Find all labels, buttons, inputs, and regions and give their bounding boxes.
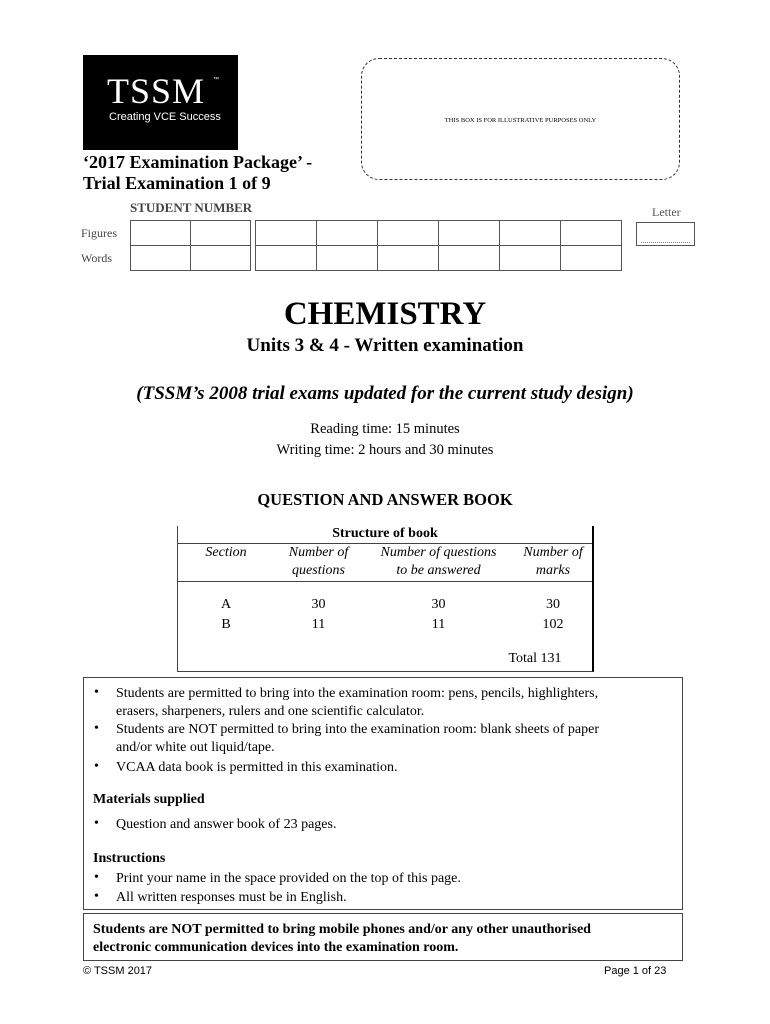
materials-item: Question and answer book of 23 pages. [116, 817, 337, 832]
header-to-answer: Number of questions to be answered [380, 545, 497, 578]
logo-tagline: Creating VCE Success [109, 111, 221, 123]
footer-page-number: Page 1 of 23 [604, 965, 667, 977]
figures-label: Figures [81, 226, 117, 240]
figure-cell[interactable] [256, 221, 317, 246]
bullet-dot: • [94, 889, 99, 904]
warning-box [83, 913, 683, 961]
bullet-dot: • [94, 870, 99, 885]
exam-subtitle: Units 3 & 4 - Written examination [246, 335, 524, 356]
bullet-dot: • [94, 685, 99, 700]
words-label: Words [81, 251, 113, 265]
book-heading: QUESTION AND ANSWER BOOK [257, 490, 513, 509]
writing-time: Writing time: 2 hours and 30 minutes [276, 442, 494, 458]
package-line-1: ‘2017 Examination Package’ - [83, 152, 313, 172]
row-a-questions: 30 [311, 597, 326, 612]
row-a-answered: 30 [431, 597, 446, 612]
header-section: Section [205, 545, 247, 560]
student-number-grid-left [130, 220, 251, 271]
figure-cell[interactable] [500, 221, 561, 246]
footer-copyright: © TSSM 2017 [83, 965, 153, 977]
subject-title: CHEMISTRY [283, 296, 487, 332]
instructions-heading: Instructions [93, 851, 166, 866]
word-cell[interactable] [439, 246, 500, 271]
materials-heading: Materials supplied [93, 792, 205, 807]
rule-not-permitted: Students are NOT permitted to bring into the examination room: blank sheets of paper and/or white out liquid/tape. [116, 722, 600, 755]
row-b-marks: 102 [542, 617, 564, 632]
header-marks: Number of marks [523, 545, 583, 578]
header-num-questions: Number of questions [288, 545, 349, 578]
row-b-questions: 11 [311, 617, 326, 632]
reading-time: Reading time: 15 minutes [310, 421, 460, 437]
package-line-2: Trial Examination 1 of 9 [83, 173, 271, 193]
bullet-dot: • [94, 759, 99, 774]
tssm-logo [83, 55, 238, 150]
row-a-marks: 30 [546, 597, 560, 612]
package-title [83, 152, 312, 194]
figure-cell[interactable] [131, 221, 191, 246]
figure-cell[interactable] [317, 221, 378, 246]
exam-rules-box [83, 677, 683, 910]
logo-name: TSSM [107, 71, 206, 111]
rule-permitted: Students are permitted to bring into the examination room: pens, pencils, highlighters, erasers, sharpeners, rulers and one scientific calculator. [116, 686, 599, 719]
word-cell[interactable] [378, 246, 439, 271]
figure-cell[interactable] [191, 221, 251, 246]
bullet-dot: • [94, 816, 99, 831]
letter-label: Letter [652, 205, 681, 219]
total-marks: Total 131 [508, 651, 562, 666]
row-b-answered: 11 [431, 617, 446, 632]
logo-trademark: ™ [213, 77, 219, 83]
word-cell[interactable] [317, 246, 378, 271]
word-cell[interactable] [131, 246, 191, 271]
figure-cell[interactable] [378, 221, 439, 246]
structure-title: Structure of book [332, 526, 438, 541]
row-a-section: A [220, 597, 232, 612]
word-cell[interactable] [256, 246, 317, 271]
instruction-item: Print your name in the space provided on the top of this page. [116, 871, 461, 886]
exam-note: (TSSM’s 2008 trial exams updated for the current study design) [136, 383, 634, 404]
word-cell[interactable] [500, 246, 561, 271]
word-cell[interactable] [561, 246, 622, 271]
student-number-grid-right [255, 220, 622, 271]
figure-cell[interactable] [439, 221, 500, 246]
figure-cell[interactable] [561, 221, 622, 246]
illustrative-name-box [361, 58, 680, 180]
instruction-item: All written responses must be in English. [116, 890, 347, 905]
structure-table [177, 526, 594, 672]
letter-box[interactable] [636, 222, 695, 246]
illustrative-box-text: THIS BOX IS FOR ILLUSTRATIVE PURPOSES ONLY [444, 117, 597, 124]
word-cell[interactable] [191, 246, 251, 271]
row-b-section: B [221, 617, 231, 632]
warning-text: Students are NOT permitted to bring mobile phones and/or any other unauthorised electronic communication devices into the examination room. [93, 922, 591, 955]
student-number-label: STUDENT NUMBER [130, 200, 253, 215]
rule-data-book: VCAA data book is permitted in this examination. [116, 760, 398, 775]
bullet-dot: • [94, 721, 99, 736]
